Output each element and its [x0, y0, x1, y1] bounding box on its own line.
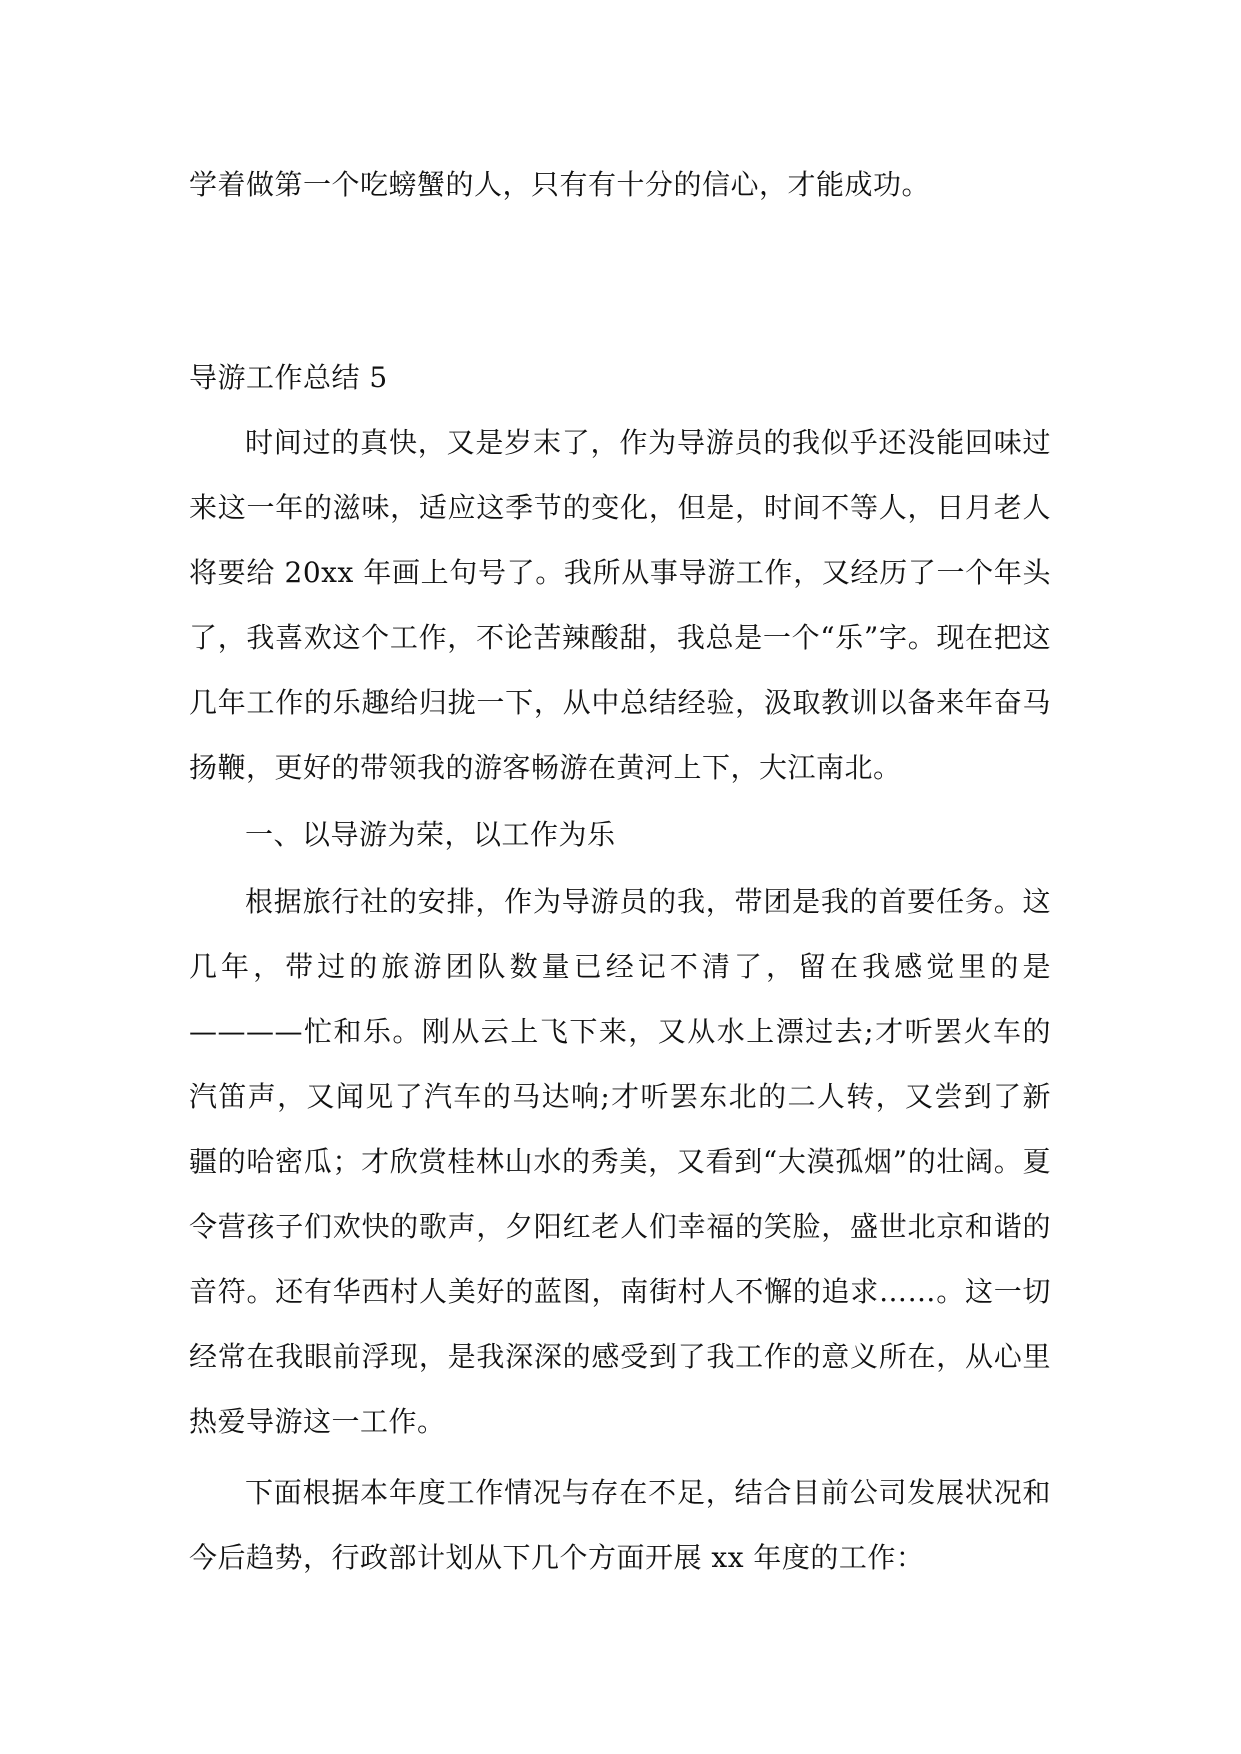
- document-page: [189, 0, 1051, 1754]
- paragraph-heading-1: 一、以导游为荣，以工作为乐: [245, 818, 616, 851]
- paragraph-work: 根据旅行社的安排，作为导游员的我，带团是我的首要任务。这几年，带过的旅游团队数量已经记不清了，留在我感觉里的是————忙和乐。刚从云上飞下来，又从水上漂过去;才听罢火车的汽笛声，又闻见了汽车的马达响;才听罢东北的二人转，又尝到了新疆的哈密瓜；才欣赏桂林山水的秀美，又看到“大漠孤烟”的壮阔。夏令营孩子们欢快的歌声，夕阳红老人们幸福的笑脸，盛世北京和谐的音符。还有华西村人美好的蓝图，南街村人不懈的追求……。这一切经常在我眼前浮现，是我深深的感受到了我工作的意义所在，从心里热爱导游这一工作。: [189, 885, 1051, 1438]
- section-title: 导游工作总结 5: [189, 361, 388, 394]
- continuation-line: 学着做第一个吃螃蟹的人，只有有十分的信心，才能成功。: [189, 168, 931, 201]
- body-text: [189, 410, 1051, 1592]
- paragraph-intro: 时间过的真快，又是岁末了，作为导游员的我似乎还没能回味过来这一年的滋味，适应这季节的变化，但是，时间不等人，日月老人将要给 20xx 年画上句号了。我所从事导游工作，又经历了一个年头了，我喜欢这个工作，不论苦辣酸甜，我总是一个“乐”字。现在把这几年工作的乐趣给归拢一下，从中总结经验，汲取教训以备来年奋马扬鞭，更好的带领我的游客畅游在黄河上下，大江南北。: [189, 426, 1051, 784]
- paragraph-plan: 下面根据本年度工作情况与存在不足，结合目前公司发展状况和今后趋势，行政部计划从下几个方面开展 xx 年度的工作：: [189, 1476, 1051, 1574]
